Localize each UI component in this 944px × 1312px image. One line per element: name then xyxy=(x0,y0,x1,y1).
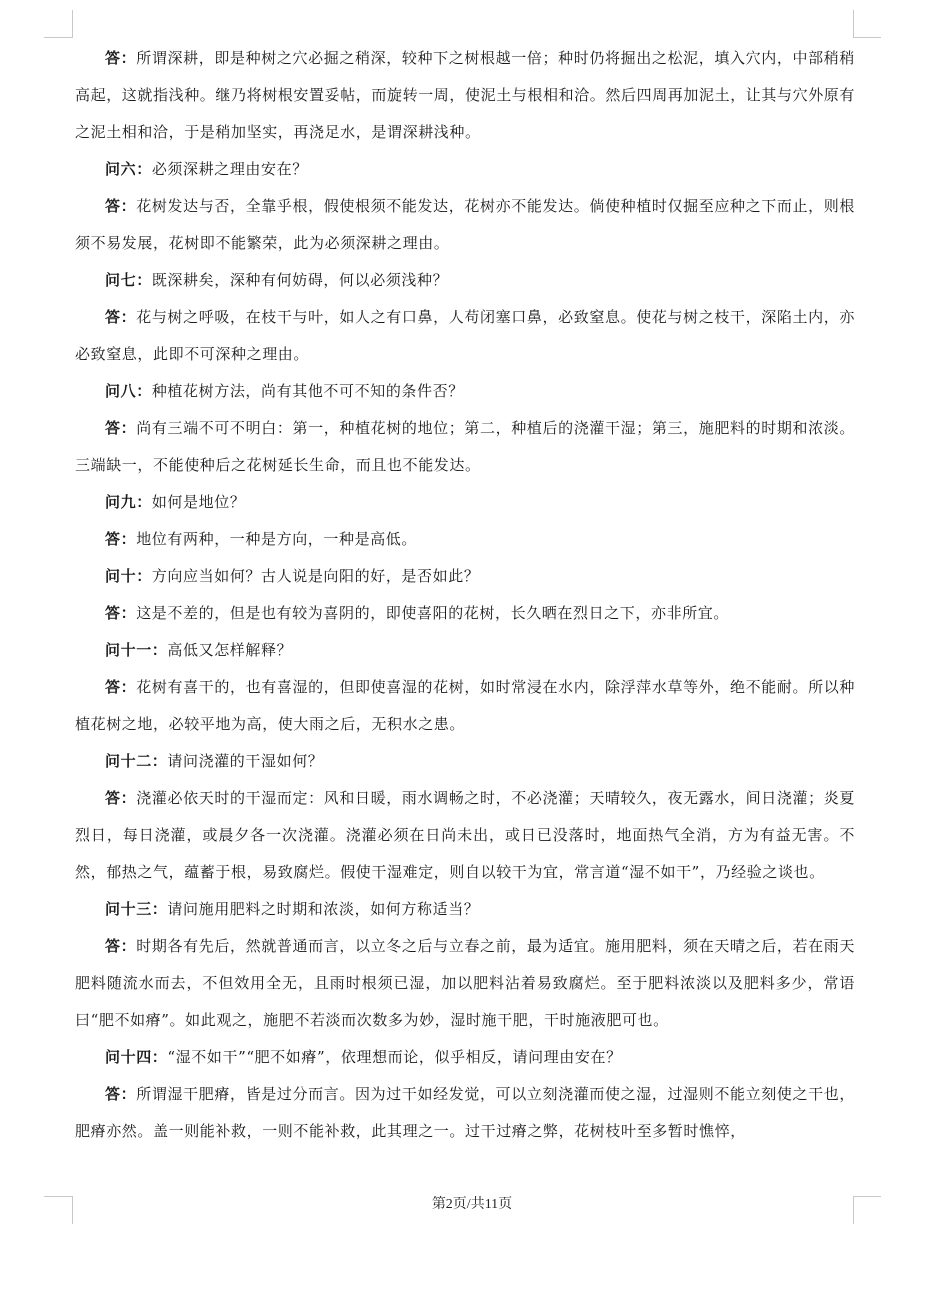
paragraph-text: 种植花树方法，尚有其他不可不知的条件否？ xyxy=(151,382,464,400)
crop-mark-top-left xyxy=(72,10,73,38)
paragraph-label: 答： xyxy=(105,789,137,807)
paragraph-text: 高低又怎样解释？ xyxy=(167,641,293,659)
paragraph-label: 问九： xyxy=(105,493,152,511)
paragraph-text: 既深耕矣，深种有何妨碍，何以必须浅种？ xyxy=(151,271,449,289)
paragraph-text: 花树有喜干的，也有喜湿的，但即使喜湿的花树，如时常浸在水内，除浮萍水草等外，绝不能耐。所以种植花树之地，必较平地为高，使大雨之后，无积水之患。 xyxy=(75,678,855,733)
paragraph-text: 必须深耕之理由安在？ xyxy=(151,160,308,178)
paragraph xyxy=(75,484,855,521)
paragraph xyxy=(75,151,855,188)
paragraph-text: 所谓深耕，即是种树之穴必掘之稍深，较种下之树根越一倍；种时仍将掘出之松泥，填入穴内，中部稍稍高起，这就指浅种。继乃将树根安置妥帖，而旋转一周，使泥土与根相和洽。然后四周再加泥土，让其与穴外原有之泥土相和洽，于是稍加坚实，再浇足水，是谓深耕浅种。 xyxy=(75,49,855,141)
paragraph-label: 答： xyxy=(105,937,137,955)
crop-mark-top-right xyxy=(853,37,881,38)
paragraph-label: 答： xyxy=(105,530,137,548)
paragraph-label: 答： xyxy=(105,1085,137,1103)
paragraph xyxy=(75,262,855,299)
paragraph xyxy=(75,928,855,1039)
paragraph xyxy=(75,669,855,743)
paragraph-label: 问十一： xyxy=(105,641,168,659)
paragraph-label: 问十三： xyxy=(105,900,168,918)
paragraph-label: 问十二： xyxy=(105,752,168,770)
paragraph-text: 请问施用肥料之时期和浓淡，如何方称适当？ xyxy=(167,900,480,918)
paragraph-label: 答： xyxy=(105,604,137,622)
paragraph-text: 花树发达与否，全靠乎根，假使根须不能发达，花树亦不能发达。倘使种植时仅掘至应种之下而止，则根须不易发展，花树即不能繁荣，此为必须深耕之理由。 xyxy=(75,197,855,252)
paragraph-label: 答： xyxy=(105,308,137,326)
document-body xyxy=(75,40,855,1198)
paragraph-text: 花与树之呼吸，在枝干与叶，如人之有口鼻，人苟闭塞口鼻，必致窒息。使花与树之枝干，深陷土内，亦必致窒息，此即不可深种之理由。 xyxy=(75,308,855,363)
paragraph-text: 方向应当如何？古人说是向阳的好，是否如此？ xyxy=(151,567,480,585)
paragraph xyxy=(75,410,855,484)
paragraph xyxy=(75,1076,855,1150)
paragraph-label: 问六： xyxy=(105,160,152,178)
paragraph-text: 时期各有先后，然就普通而言，以立冬之后与立春之前，最为适宜。施用肥料，须在天晴之后，若在雨天肥料随流水而去，不但效用全无，且雨时根须已湿，加以肥料沾着易致腐烂。至于肥料浓淡以及肥料多少，常语曰“肥不如瘠”。如此观之，施肥不若淡而次数多为妙，湿时施干肥，干时施液肥可也。 xyxy=(75,937,855,1029)
paragraph-text: 地位有两种，一种是方向，一种是高低。 xyxy=(136,530,418,548)
paragraph xyxy=(75,521,855,558)
paragraph-text: 如何是地位？ xyxy=(151,493,246,511)
paragraph xyxy=(75,40,855,151)
paragraph-label: 问七： xyxy=(105,271,152,289)
crop-mark-top-right xyxy=(853,10,854,38)
paragraph xyxy=(75,743,855,780)
paragraph-text: 浇灌必依天时的干湿而定：风和日暖，雨水调畅之时，不必浇灌；天晴较久，夜无露水，间日浇灌；炎夏烈日，每日浇灌，或晨夕各一次浇灌。浇灌必须在日尚未出，或日已没落时，地面热气全消，方为有益无害。不然，郁热之气，蕴蓄于根，易致腐烂。假使干湿难定，则自以较干为宜，常言道“湿不如干”，乃经验之谈也。 xyxy=(75,789,855,881)
paragraph-text: 请问浇灌的干湿如何？ xyxy=(167,752,324,770)
paragraph-text: 这是不差的，但是也有较为喜阴的，即使喜阳的花树，长久晒在烈日之下，亦非所宜。 xyxy=(136,604,730,622)
paragraph xyxy=(75,299,855,373)
paragraph xyxy=(75,595,855,632)
paragraph xyxy=(75,891,855,928)
paragraph xyxy=(75,632,855,669)
paragraph xyxy=(75,558,855,595)
paragraph xyxy=(75,1039,855,1076)
paragraph xyxy=(75,780,855,891)
paragraph-label: 问十： xyxy=(105,567,152,585)
paragraph-label: 答： xyxy=(105,49,137,67)
paragraph-label: 问十四： xyxy=(105,1048,168,1066)
crop-mark-top-left xyxy=(44,37,72,38)
paragraph-label: 答： xyxy=(105,197,137,215)
paragraph-label: 答： xyxy=(105,678,137,696)
paragraph xyxy=(75,373,855,410)
paragraph xyxy=(75,188,855,262)
paragraph-text: “湿不如干”“肥不如瘠”，依理想而论，似乎相反，请问理由安在？ xyxy=(167,1048,622,1066)
page-number-footer: 第2页/共11页 xyxy=(431,1197,513,1212)
paragraph-label: 问八： xyxy=(105,382,152,400)
paragraph-text: 尚有三端不可不明白：第一，种植花树的地位；第二，种植后的浇灌干湿；第三，施肥料的时期和浓淡。三端缺一，不能使种后之花树延长生命，而且也不能发达。 xyxy=(75,419,855,474)
paragraph-text: 所谓湿干肥瘠，皆是过分而言。因为过干如经发觉，可以立刻浇灌而使之湿，过湿则不能立刻使之干也，肥瘠亦然。盖一则能补救，一则不能补救，此其理之一。过干过瘠之弊，花树枝叶至多暂时憔悴， xyxy=(75,1085,855,1140)
paragraph-label: 答： xyxy=(105,419,137,437)
